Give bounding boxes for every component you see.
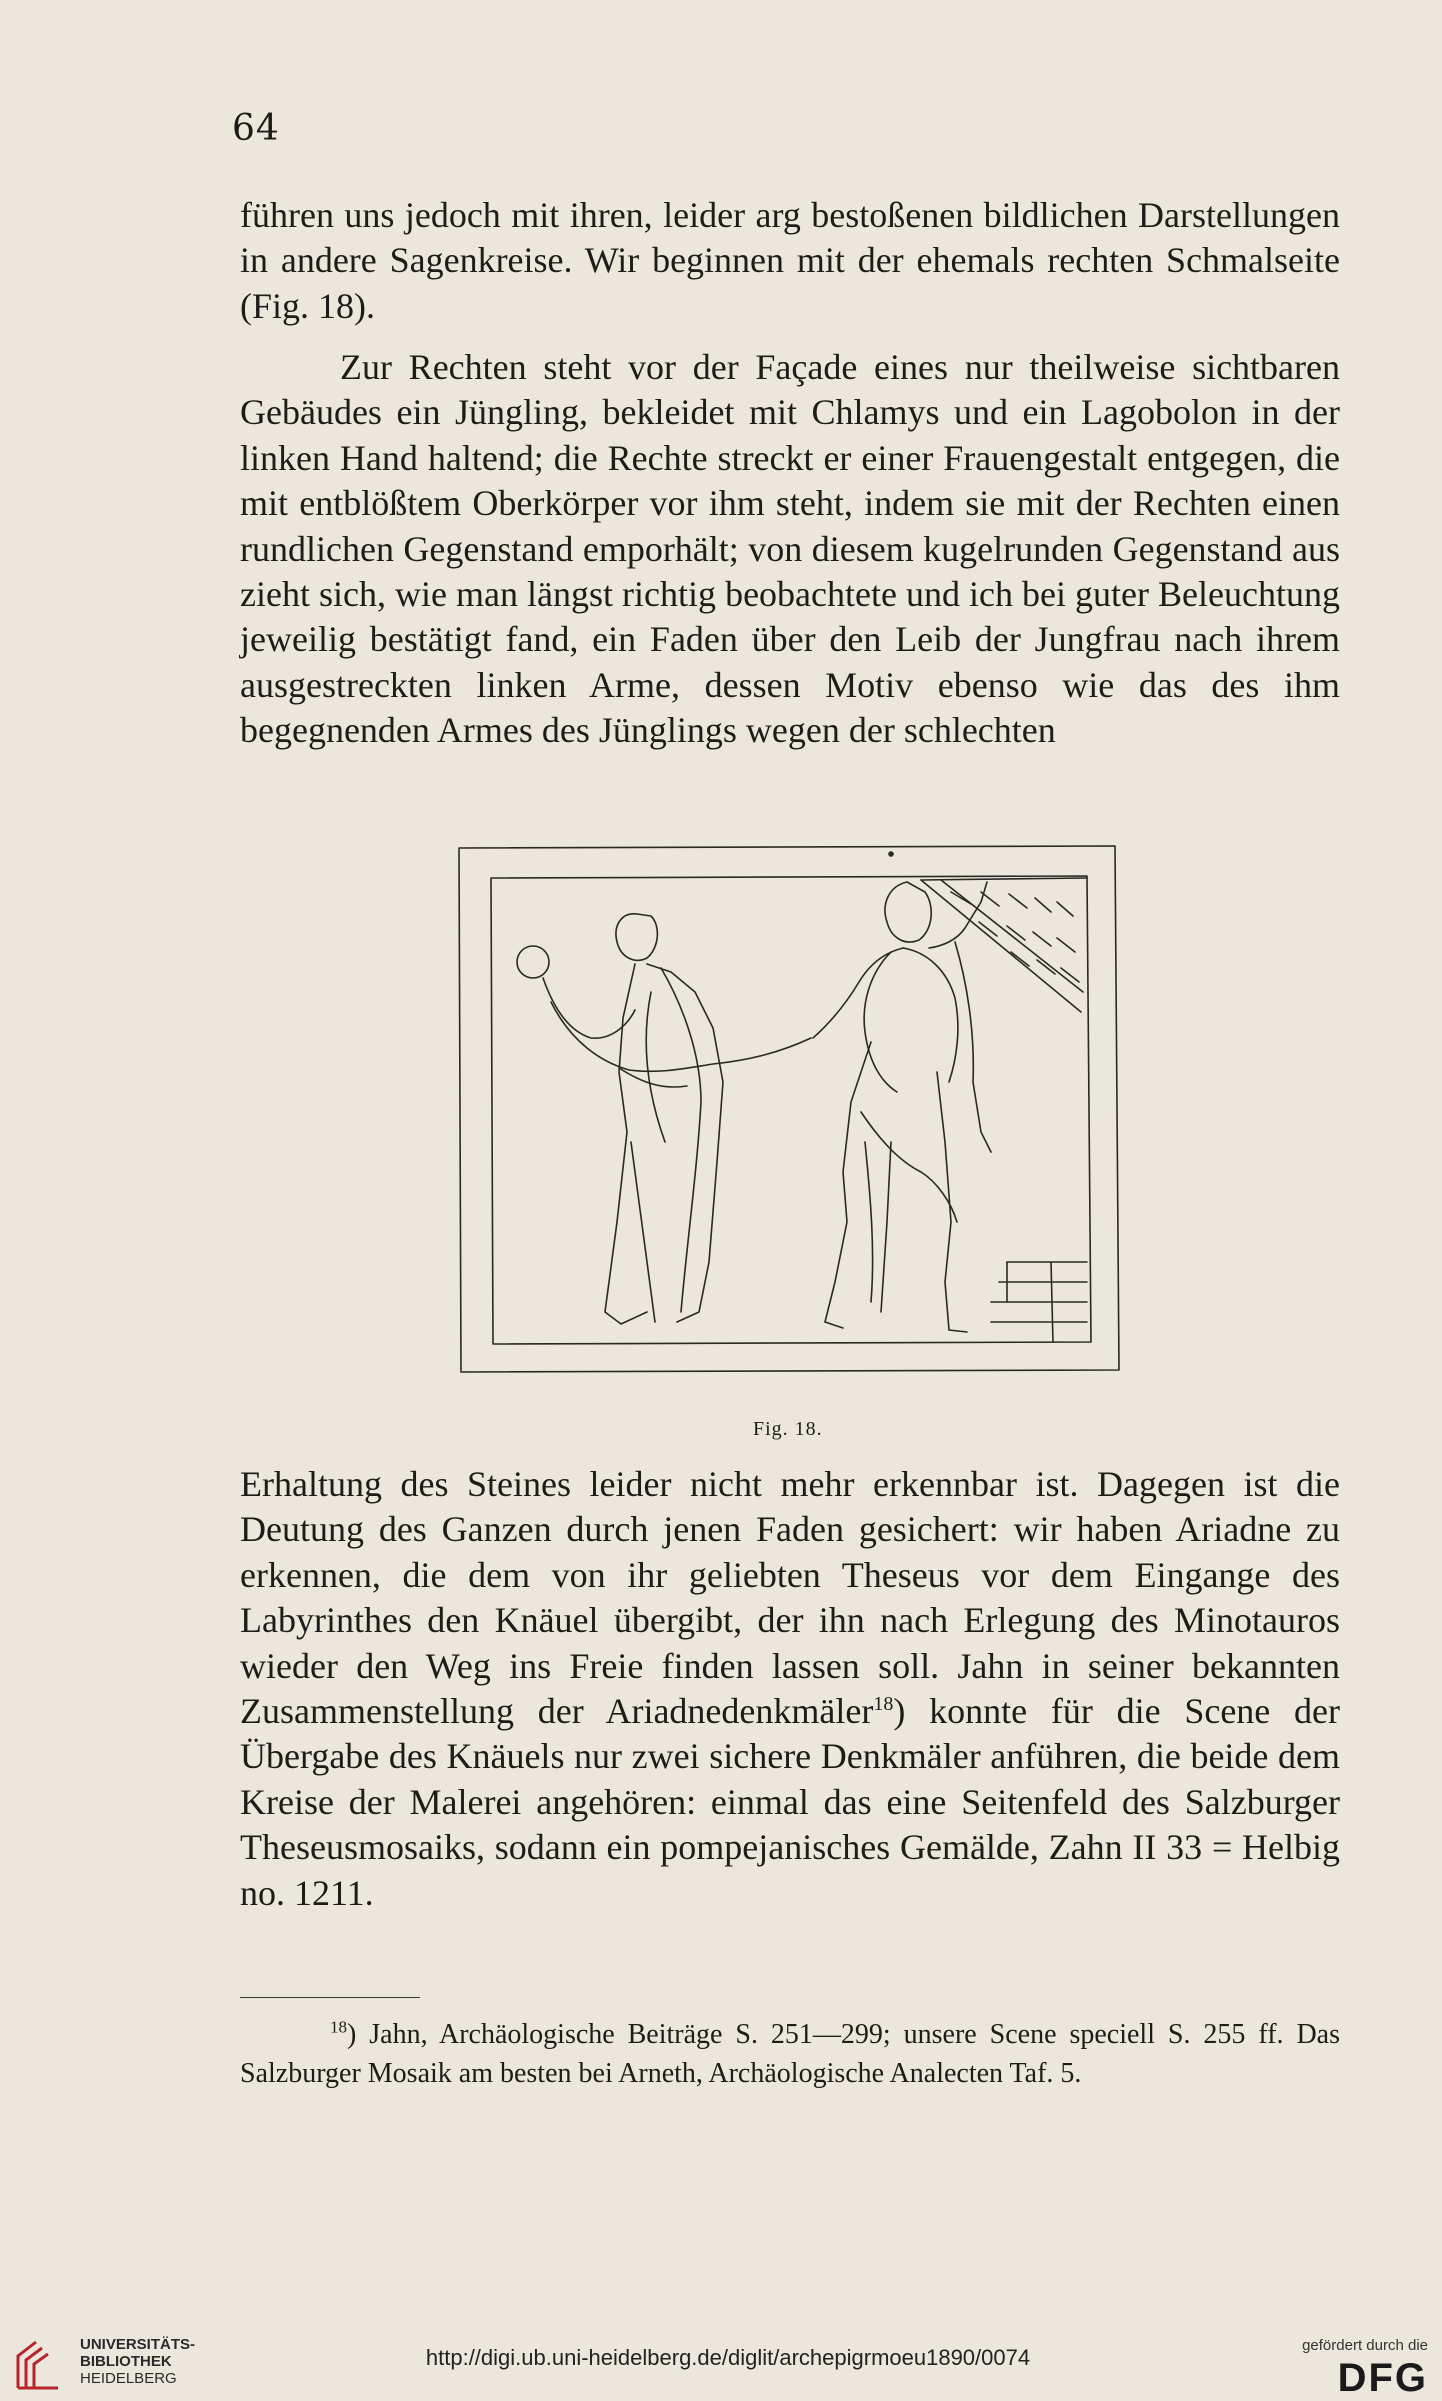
paragraph-1 [240, 193, 1340, 329]
library-line-1: UNIVERSITÄTS- [80, 2336, 196, 2353]
paragraph-2 [240, 345, 1340, 754]
paragraph-1-text: führen uns jedoch mit ihren, leider arg bestoßenen bildlichen Darstellungen in andere Sagenkreise. Wir beginnen mit der ehemals rechten Schmalseite (Fig. 18). [240, 195, 1340, 326]
footnote-reference-18[interactable]: 18 [873, 1693, 894, 1716]
university-library-name [80, 2336, 195, 2387]
paragraph-2-text: Zur Rechten steht vor der Façade eines nur theilweise sichtbaren Gebäudes ein Jüngling, bekleidet mit Chlamys und ein Lagobolon in der linken Hand haltend; die Rechte streckt er einer Frauengestalt entgegen, die mit entblößtem Oberkörper vor ihm steht, indem sie mit der Rechten einen rundlichen Gegenstand emporhält; von diesem kugelrunden Gegenstand aus zieht sich, wie man längst richtig beobachtete und ich bei guter Beleuchtung jeweilig bestätigt fand, ein Faden über den Leib der Jungfrau nach ihrem ausgestreckten linken Arme, dessen Motiv ebenso wie das des ihm begegnenden Armes des Jünglings wegen der schlechten [240, 347, 1340, 751]
figure-18-drawing [451, 842, 1127, 1376]
relief-frame-outer [459, 846, 1119, 1372]
footnote-18 [240, 2016, 1340, 2093]
figure-caption: Fig. 18. [753, 1418, 823, 1440]
footnote-mark: 18 [330, 2017, 347, 2037]
dfg-logo[interactable]: DFG [1337, 2356, 1428, 2400]
library-line-3: HEIDELBERG [80, 2370, 177, 2387]
footnote-text: ) Jahn, Archäologische Beiträge S. 251—299; unsere Scene speciell S. 255 ff. Das Salzburger Mosaik am besten bei Arneth, Archäologische Analecten Taf. 5. [240, 2019, 1340, 2089]
theseus-figure [813, 882, 991, 1332]
paragraph-3 [240, 1462, 1340, 1916]
paragraph-3-text-a: Erhaltung des Steines leider nicht mehr erkennbar ist. Dagegen ist die Deutung des Ganzen durch jenen Faden gesichert: wir haben Ariadne zu erkennen, die dem von ihr geliebten Theseus vor dem Eingange des Labyrinthes den Knäuel übergibt, der ihn nach Erlegung des Minotauros wieder den Weg ins Freie finden lassen soll. Jahn in seiner bekannten Zusammenstellung der Ariadnedenkmäler [240, 1464, 1340, 1732]
permalink-url[interactable]: http://digi.ub.uni-heidelberg.de/diglit/archepigrmoeu1890/0074 [425, 2345, 1031, 2370]
university-library-logo-icon[interactable] [14, 2338, 62, 2392]
paragraph-3-text-b: ) konnte für die Scene der Übergabe des Knäuels nur zwei sichere Denkmäler anführen, die beide dem Kreise der Malerei angehören: einmal das eine Seitenfeld des Salzburger Theseusmosaiks, sodann ein pompejanisches Gemälde, Zahn II 33 = Helbig no. 1211. [240, 1691, 1340, 1913]
library-line-2: BIBLIOTHEK [80, 2353, 172, 2370]
small-mark [889, 852, 893, 856]
footnote-divider [240, 1997, 420, 1998]
page-number: 64 [232, 108, 280, 149]
ariadne-figure [517, 914, 811, 1324]
sponsor-label: gefördert durch die [1302, 2337, 1428, 2354]
